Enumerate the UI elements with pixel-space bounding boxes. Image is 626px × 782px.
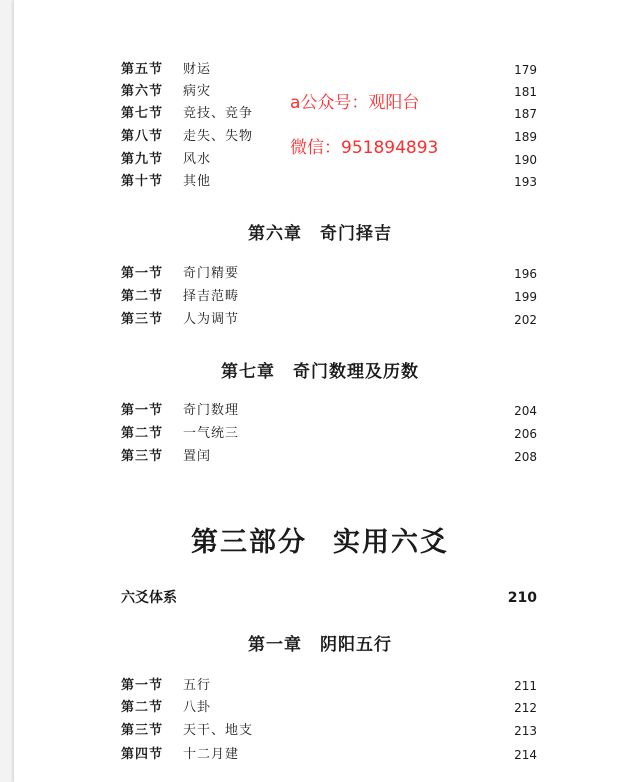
toc-section-number: 第一节 [121, 403, 164, 418]
toc-page-number: 196 [514, 267, 537, 281]
toc-section-title: 人为调节 [183, 312, 240, 327]
chapter-title: 奇门数理及历数 [293, 362, 419, 382]
part-heading[interactable] [14, 520, 626, 559]
toc-section-number: 第三节 [121, 449, 164, 464]
toc-page-number: 213 [514, 724, 537, 738]
toc-section-title: 置闰 [183, 449, 212, 464]
toc-row[interactable] [121, 310, 537, 330]
toc-section-title: 天干、地支 [183, 723, 254, 738]
toc-page-number: 189 [514, 130, 537, 144]
toc-section-number: 第七节 [121, 106, 164, 121]
document-page [14, 0, 626, 782]
toc-section-title: 择吉范畴 [183, 289, 240, 304]
toc-page-number: 181 [514, 85, 537, 99]
toc-section-title: 奇门精要 [183, 266, 240, 281]
toc-system-title: 六爻体系 [121, 590, 177, 606]
toc-section-title: 病灾 [183, 84, 212, 99]
toc-page-number: 212 [514, 701, 537, 715]
toc-section-title: 走失、失物 [183, 129, 254, 144]
chapter-number: 第六章 [248, 224, 302, 244]
toc-section-title: 一气统三 [183, 426, 240, 441]
toc-page-number: 210 [507, 590, 537, 606]
toc-section-number: 第五节 [121, 62, 164, 77]
toc-page-number: 179 [514, 63, 537, 77]
toc-row[interactable] [121, 287, 537, 307]
chapter-number: 第七章 [221, 362, 275, 382]
toc-section-title: 奇门数理 [183, 403, 240, 418]
toc-section-title: 五行 [183, 678, 212, 693]
part-title: 实用六爻 [333, 527, 449, 558]
toc-row[interactable] [121, 401, 537, 421]
toc-section-title: 八卦 [183, 700, 212, 715]
toc-section-number: 第十节 [121, 174, 164, 189]
toc-page-number: 204 [514, 404, 537, 418]
toc-row[interactable] [121, 172, 537, 192]
toc-section-number: 第三节 [121, 312, 164, 327]
toc-page-number: 214 [514, 748, 537, 762]
toc-page-number: 208 [514, 450, 537, 464]
chapter-heading[interactable] [14, 630, 626, 655]
toc-page-number: 211 [514, 679, 537, 693]
toc-section-number: 第二节 [121, 426, 164, 441]
toc-section-number: 第三节 [121, 723, 164, 738]
toc-section-title: 竞技、竞争 [183, 106, 254, 121]
chapter-heading[interactable] [14, 357, 626, 382]
chapter-title: 阴阳五行 [320, 635, 392, 655]
toc-page-number: 206 [514, 427, 537, 441]
toc-page-number: 190 [514, 153, 537, 167]
toc-section-title: 财运 [183, 62, 212, 77]
toc-section-number: 第八节 [121, 129, 164, 144]
toc-section-number: 第一节 [121, 678, 164, 693]
toc-section-title: 风水 [183, 152, 212, 167]
chapter-heading[interactable] [14, 219, 626, 244]
toc-row[interactable] [121, 60, 537, 80]
toc-row[interactable] [121, 721, 537, 741]
watermark-wechat: 微信：951894893 [290, 138, 439, 158]
toc-row[interactable] [121, 424, 537, 444]
toc-page-number: 193 [514, 175, 537, 189]
toc-page-number: 199 [514, 290, 537, 304]
toc-row[interactable] [121, 676, 537, 696]
toc-section-title: 十二月建 [183, 747, 240, 762]
watermark-account: a公众号：观阳台 [290, 93, 420, 113]
toc-row[interactable] [121, 264, 537, 284]
part-number: 第三部分 [191, 527, 307, 558]
toc-section-number: 第二节 [121, 289, 164, 304]
toc-page-number: 202 [514, 313, 537, 327]
toc-section-number: 第九节 [121, 152, 164, 167]
toc-section-number: 第六节 [121, 84, 164, 99]
toc-section-number: 第一节 [121, 266, 164, 281]
toc-system-row[interactable] [121, 587, 537, 609]
chapter-title: 奇门择吉 [320, 224, 392, 244]
chapter-number: 第一章 [248, 635, 302, 655]
toc-section-title: 其他 [183, 174, 212, 189]
toc-section-number: 第四节 [121, 747, 164, 762]
toc-section-number: 第二节 [121, 700, 164, 715]
toc-row[interactable] [121, 745, 537, 765]
toc-row[interactable] [121, 447, 537, 467]
toc-row[interactable] [121, 698, 537, 718]
toc-page-number: 187 [514, 107, 537, 121]
